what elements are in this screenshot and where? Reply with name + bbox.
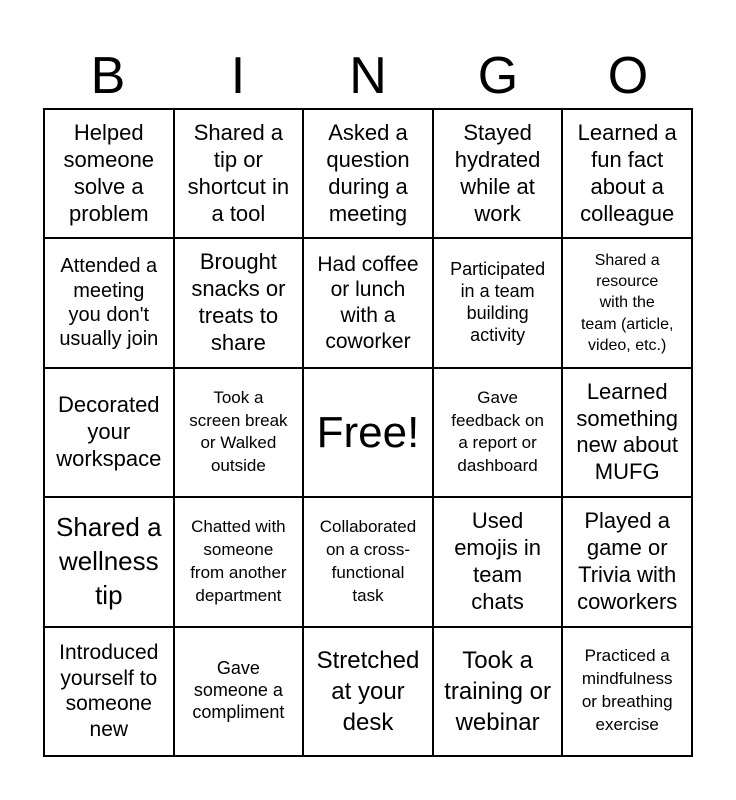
bingo-cell[interactable]: Introduced yourself to someone new bbox=[44, 627, 174, 756]
bingo-cell[interactable]: Took a training or webinar bbox=[433, 627, 563, 756]
bingo-cell[interactable]: Asked a question during a meeting bbox=[303, 109, 433, 238]
bingo-cell[interactable]: Decorated your workspace bbox=[44, 368, 174, 497]
bingo-cell[interactable]: Helped someone solve a problem bbox=[44, 109, 174, 238]
bingo-cell[interactable]: Stayed hydrated while at work bbox=[433, 109, 563, 238]
bingo-cell[interactable]: Chatted with someone from another department bbox=[174, 497, 304, 626]
bingo-cell[interactable]: Shared a resource with the team (article, video, etc.) bbox=[562, 238, 692, 367]
bingo-cell[interactable]: Attended a meeting you don't usually join bbox=[44, 238, 174, 367]
header-letter-i: I bbox=[230, 47, 246, 105]
bingo-cell[interactable]: Shared a tip or shortcut in a tool bbox=[174, 109, 304, 238]
bingo-cell[interactable]: Gave feedback on a report or dashboard bbox=[433, 368, 563, 497]
bingo-cell[interactable]: Gave someone a compliment bbox=[174, 627, 304, 756]
bingo-cell[interactable]: Used emojis in team chats bbox=[433, 497, 563, 626]
bingo-cell[interactable]: Practiced a mindfulness or breathing exercise bbox=[562, 627, 692, 756]
bingo-header bbox=[43, 44, 693, 108]
bingo-cell[interactable]: Brought snacks or treats to share bbox=[174, 238, 304, 367]
header-letter-b: B bbox=[90, 47, 126, 105]
bingo-cell[interactable]: Took a screen break or Walked outside bbox=[174, 368, 304, 497]
bingo-cell[interactable]: Had coffee or lunch with a coworker bbox=[303, 238, 433, 367]
bingo-cell[interactable]: Participated in a team building activity bbox=[433, 238, 563, 367]
free-space[interactable]: Free! bbox=[303, 368, 433, 497]
header-letter-n: N bbox=[349, 47, 387, 105]
bingo-cell[interactable]: Collaborated on a cross- functional task bbox=[303, 497, 433, 626]
bingo-board bbox=[43, 108, 693, 757]
bingo-cell[interactable]: Learned something new about MUFG bbox=[562, 368, 692, 497]
bingo-cell[interactable]: Shared a wellness tip bbox=[44, 497, 174, 626]
bingo-cell[interactable]: Learned a fun fact about a colleague bbox=[562, 109, 692, 238]
header-letter-g: G bbox=[477, 47, 519, 105]
header-letter-o: O bbox=[607, 47, 649, 105]
bingo-cell[interactable]: Played a game or Trivia with coworkers bbox=[562, 497, 692, 626]
bingo-cell[interactable]: Stretched at your desk bbox=[303, 627, 433, 756]
